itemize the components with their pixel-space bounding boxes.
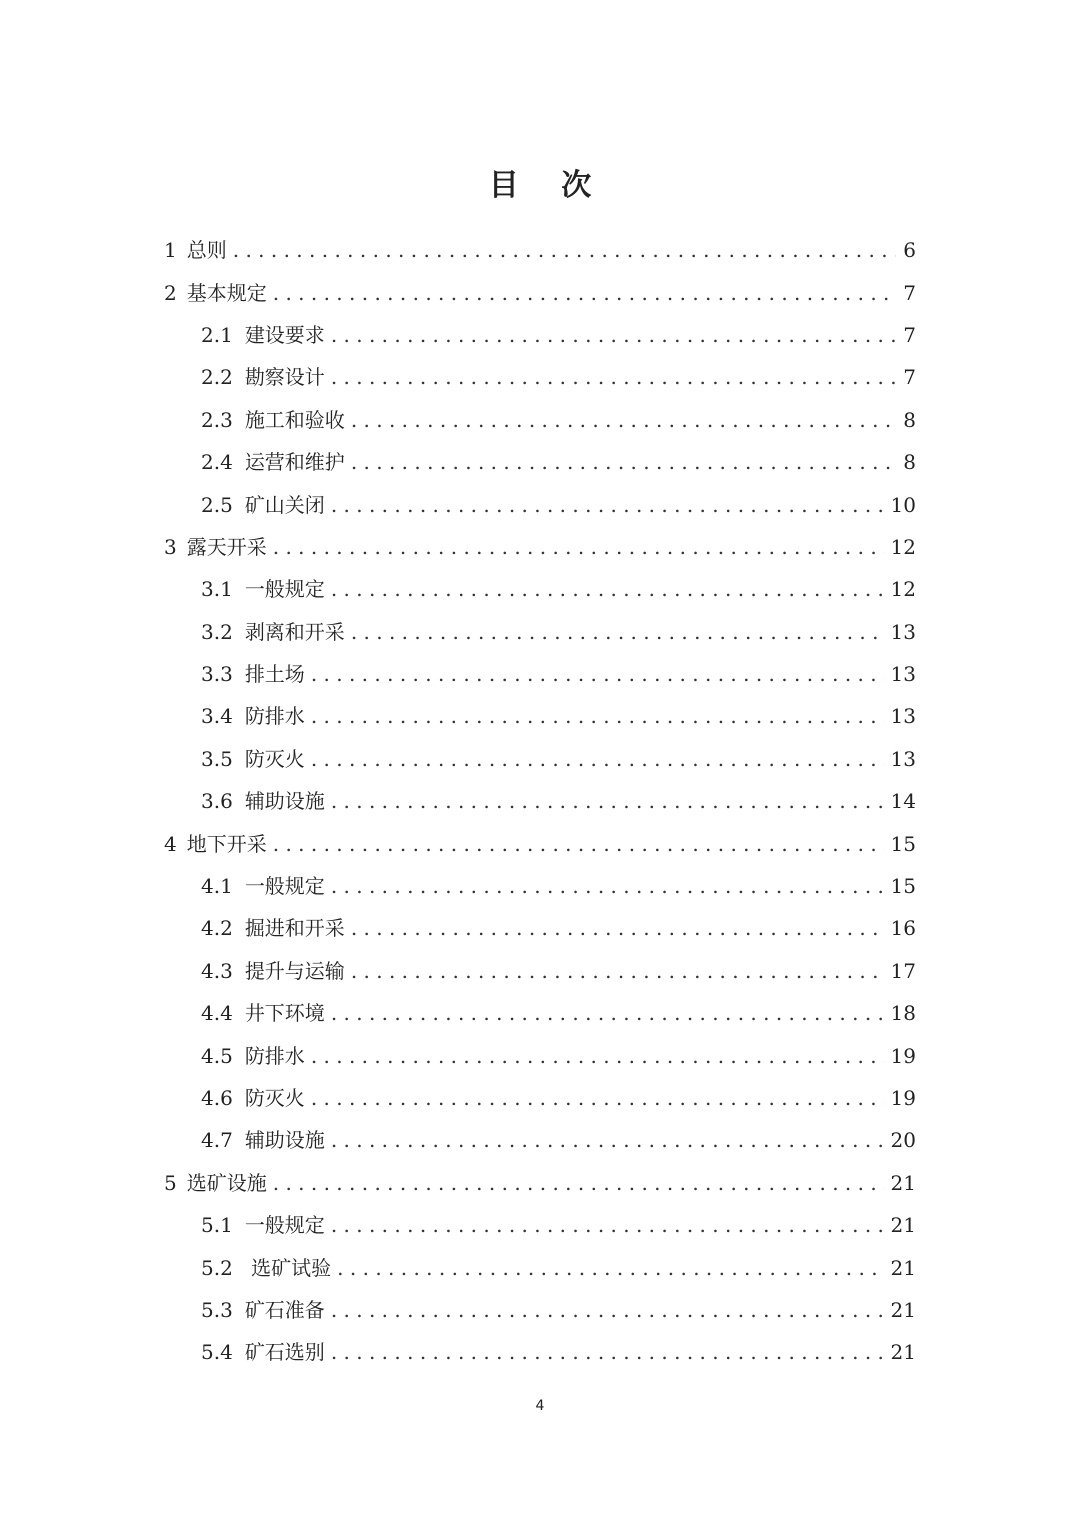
toc-dot-leader xyxy=(331,356,896,398)
toc-entry-page: 7 xyxy=(903,280,916,305)
toc-entry[interactable] xyxy=(164,356,916,398)
toc-dot-leader xyxy=(273,272,896,314)
toc-entry-page: 13 xyxy=(890,619,916,644)
toc-entry[interactable] xyxy=(164,399,916,441)
toc-entry-label: 提升与运输 xyxy=(244,958,345,983)
toc-entry-page: 21 xyxy=(890,1255,916,1280)
toc-entry-label: 运营和维护 xyxy=(244,450,345,475)
toc-entry[interactable] xyxy=(164,1119,916,1161)
toc-dot-leader xyxy=(311,738,885,780)
toc-entry-label: 辅助设施 xyxy=(244,789,325,814)
toc-entry-label: 选矿设施 xyxy=(186,1170,267,1195)
toc-entry[interactable] xyxy=(164,1289,916,1331)
toc-entry-number: 3.3 xyxy=(201,662,233,687)
toc-entry[interactable] xyxy=(164,314,916,356)
page-number: 4 xyxy=(535,1398,545,1414)
toc-entry-number: 4.6 xyxy=(201,1086,233,1110)
toc-dot-leader xyxy=(311,1035,885,1077)
toc-entry[interactable] xyxy=(164,822,916,864)
toc-entry-label: 总则 xyxy=(186,238,227,263)
toc-entry[interactable] xyxy=(164,483,916,525)
toc-entry-page: 15 xyxy=(890,831,916,856)
toc-entry[interactable] xyxy=(164,441,916,483)
toc-entry[interactable] xyxy=(164,1204,916,1246)
toc-entry-page: 15 xyxy=(890,874,916,899)
toc-entry-label: 地下开采 xyxy=(186,831,267,856)
toc-entry-page: 19 xyxy=(890,1086,916,1110)
toc-entry-label: 一般规定 xyxy=(244,577,325,602)
toc-entry-page: 12 xyxy=(890,534,916,559)
toc-entry-label: 施工和验收 xyxy=(244,407,345,432)
toc-entry-page: 12 xyxy=(890,577,916,602)
toc-entry-page: 16 xyxy=(890,916,916,941)
toc-entry[interactable] xyxy=(164,568,916,610)
toc-entry-label: 井下环境 xyxy=(244,1001,325,1026)
toc-dot-leader xyxy=(331,865,885,907)
toc-entry-number: 4.3 xyxy=(201,958,233,983)
toc-dot-leader xyxy=(233,229,896,271)
toc-entry-page: 6 xyxy=(903,238,916,263)
toc-entry-label: 排土场 xyxy=(244,662,305,687)
toc-entry-page: 21 xyxy=(890,1297,916,1322)
toc-entry-label: 矿石选别 xyxy=(244,1340,325,1365)
toc-dot-leader xyxy=(331,1204,885,1246)
toc-entry[interactable] xyxy=(164,738,916,780)
toc-dot-leader xyxy=(337,1247,884,1289)
toc-entry[interactable] xyxy=(164,1246,916,1288)
toc-entry-page: 8 xyxy=(903,450,916,475)
toc-entry[interactable] xyxy=(164,653,916,695)
toc-dot-leader xyxy=(351,399,896,441)
toc-entry[interactable] xyxy=(164,611,916,653)
table-of-contents xyxy=(164,229,916,1374)
toc-dot-leader xyxy=(331,780,885,822)
toc-dot-leader xyxy=(273,1162,885,1204)
toc-entry-number: 3.4 xyxy=(201,704,233,729)
toc-entry-number: 5.1 xyxy=(201,1213,233,1238)
toc-entry-number: 5 xyxy=(164,1170,177,1195)
toc-entry[interactable] xyxy=(164,1162,916,1204)
toc-entry-page: 21 xyxy=(890,1340,916,1365)
toc-entry-page: 13 xyxy=(890,704,916,729)
toc-entry-number: 4.1 xyxy=(201,874,233,899)
toc-entry[interactable] xyxy=(164,229,916,271)
toc-entry-page: 7 xyxy=(903,365,916,390)
toc-entry-label: 辅助设施 xyxy=(244,1128,325,1153)
toc-entry-page: 20 xyxy=(890,1128,916,1153)
toc-dot-leader xyxy=(351,441,896,483)
toc-entry-page: 13 xyxy=(890,662,916,687)
toc-entry[interactable] xyxy=(164,1077,916,1119)
toc-entry-number: 2 xyxy=(164,280,177,305)
toc-entry-label: 一般规定 xyxy=(244,874,325,899)
toc-dot-leader xyxy=(311,653,885,695)
toc-dot-leader xyxy=(331,1119,885,1161)
toc-entry-number: 4.7 xyxy=(201,1128,233,1153)
toc-entry-number: 2.5 xyxy=(201,492,233,517)
toc-entry-number: 3.2 xyxy=(201,619,233,644)
toc-entry-page: 21 xyxy=(890,1213,916,1238)
toc-dot-leader xyxy=(311,1077,885,1119)
toc-entry-label: 防排水 xyxy=(244,1043,305,1068)
toc-dot-leader xyxy=(331,1289,885,1331)
toc-entry-number: 3 xyxy=(164,534,177,559)
toc-entry-label: 一般规定 xyxy=(244,1213,325,1238)
toc-entry[interactable] xyxy=(164,950,916,992)
toc-entry-number: 4 xyxy=(164,831,177,856)
toc-entry-label: 掘进和开采 xyxy=(244,916,345,941)
toc-entry-page: 7 xyxy=(903,322,916,347)
toc-dot-leader xyxy=(331,568,885,610)
toc-entry-page: 18 xyxy=(890,1001,916,1026)
toc-entry-label: 剥离和开采 xyxy=(244,619,345,644)
toc-entry-label: 矿山关闭 xyxy=(244,492,325,517)
toc-entry[interactable] xyxy=(164,695,916,737)
toc-entry-number: 1 xyxy=(164,238,177,263)
toc-entry-number: 4.5 xyxy=(201,1043,233,1068)
toc-entry-page: 21 xyxy=(890,1170,916,1195)
toc-entry-number: 3.5 xyxy=(201,746,233,771)
toc-entry-number: 5.4 xyxy=(201,1340,233,1365)
toc-dot-leader xyxy=(351,611,885,653)
toc-entry[interactable] xyxy=(164,1331,916,1373)
toc-entry-page: 13 xyxy=(890,746,916,771)
toc-dot-leader xyxy=(331,484,885,526)
toc-entry-label: 建设要求 xyxy=(244,322,325,347)
toc-entry-number: 5.3 xyxy=(201,1297,233,1322)
toc-entry-number: 3.6 xyxy=(201,789,233,814)
toc-dot-leader xyxy=(311,695,885,737)
toc-dot-leader xyxy=(351,907,885,949)
toc-entry-page: 14 xyxy=(890,789,916,814)
toc-dot-leader xyxy=(331,992,885,1034)
toc-entry-number: 4.2 xyxy=(201,916,233,941)
toc-entry-label: 防排水 xyxy=(244,704,305,729)
toc-entry-number: 2.4 xyxy=(201,450,233,475)
toc-entry-page: 8 xyxy=(903,407,916,432)
toc-entry-number: 3.1 xyxy=(201,577,233,602)
toc-dot-leader xyxy=(351,950,885,992)
toc-entry[interactable] xyxy=(164,1034,916,1076)
toc-entry-label: 勘察设计 xyxy=(244,365,325,390)
toc-entry[interactable] xyxy=(164,271,916,313)
toc-entry-label: 选矿试验 xyxy=(244,1255,332,1280)
toc-entry-label: 露天开采 xyxy=(186,534,267,559)
toc-dot-leader xyxy=(273,526,885,568)
toc-entry-number: 2.2 xyxy=(201,365,233,390)
toc-entry-number: 2.1 xyxy=(201,322,233,347)
toc-entry-page: 10 xyxy=(890,492,916,517)
toc-entry[interactable] xyxy=(164,907,916,949)
toc-dot-leader xyxy=(273,823,885,865)
toc-entry-label: 矿石准备 xyxy=(244,1297,325,1322)
toc-entry[interactable] xyxy=(164,526,916,568)
toc-entry-label: 防灭火 xyxy=(244,746,305,771)
toc-entry[interactable] xyxy=(164,992,916,1034)
toc-entry[interactable] xyxy=(164,865,916,907)
toc-entry-number: 5.2 xyxy=(201,1255,233,1280)
page-title: 目 次 xyxy=(488,168,608,203)
toc-entry-label: 防灭火 xyxy=(244,1086,305,1110)
toc-entry-number: 4.4 xyxy=(201,1001,233,1026)
toc-dot-leader xyxy=(331,1331,885,1373)
toc-entry-label: 基本规定 xyxy=(186,280,267,305)
toc-entry-page: 19 xyxy=(890,1043,916,1068)
toc-entry[interactable] xyxy=(164,780,916,822)
toc-dot-leader xyxy=(331,314,896,356)
toc-entry-number: 2.3 xyxy=(201,407,233,432)
toc-entry-page: 17 xyxy=(890,958,916,983)
